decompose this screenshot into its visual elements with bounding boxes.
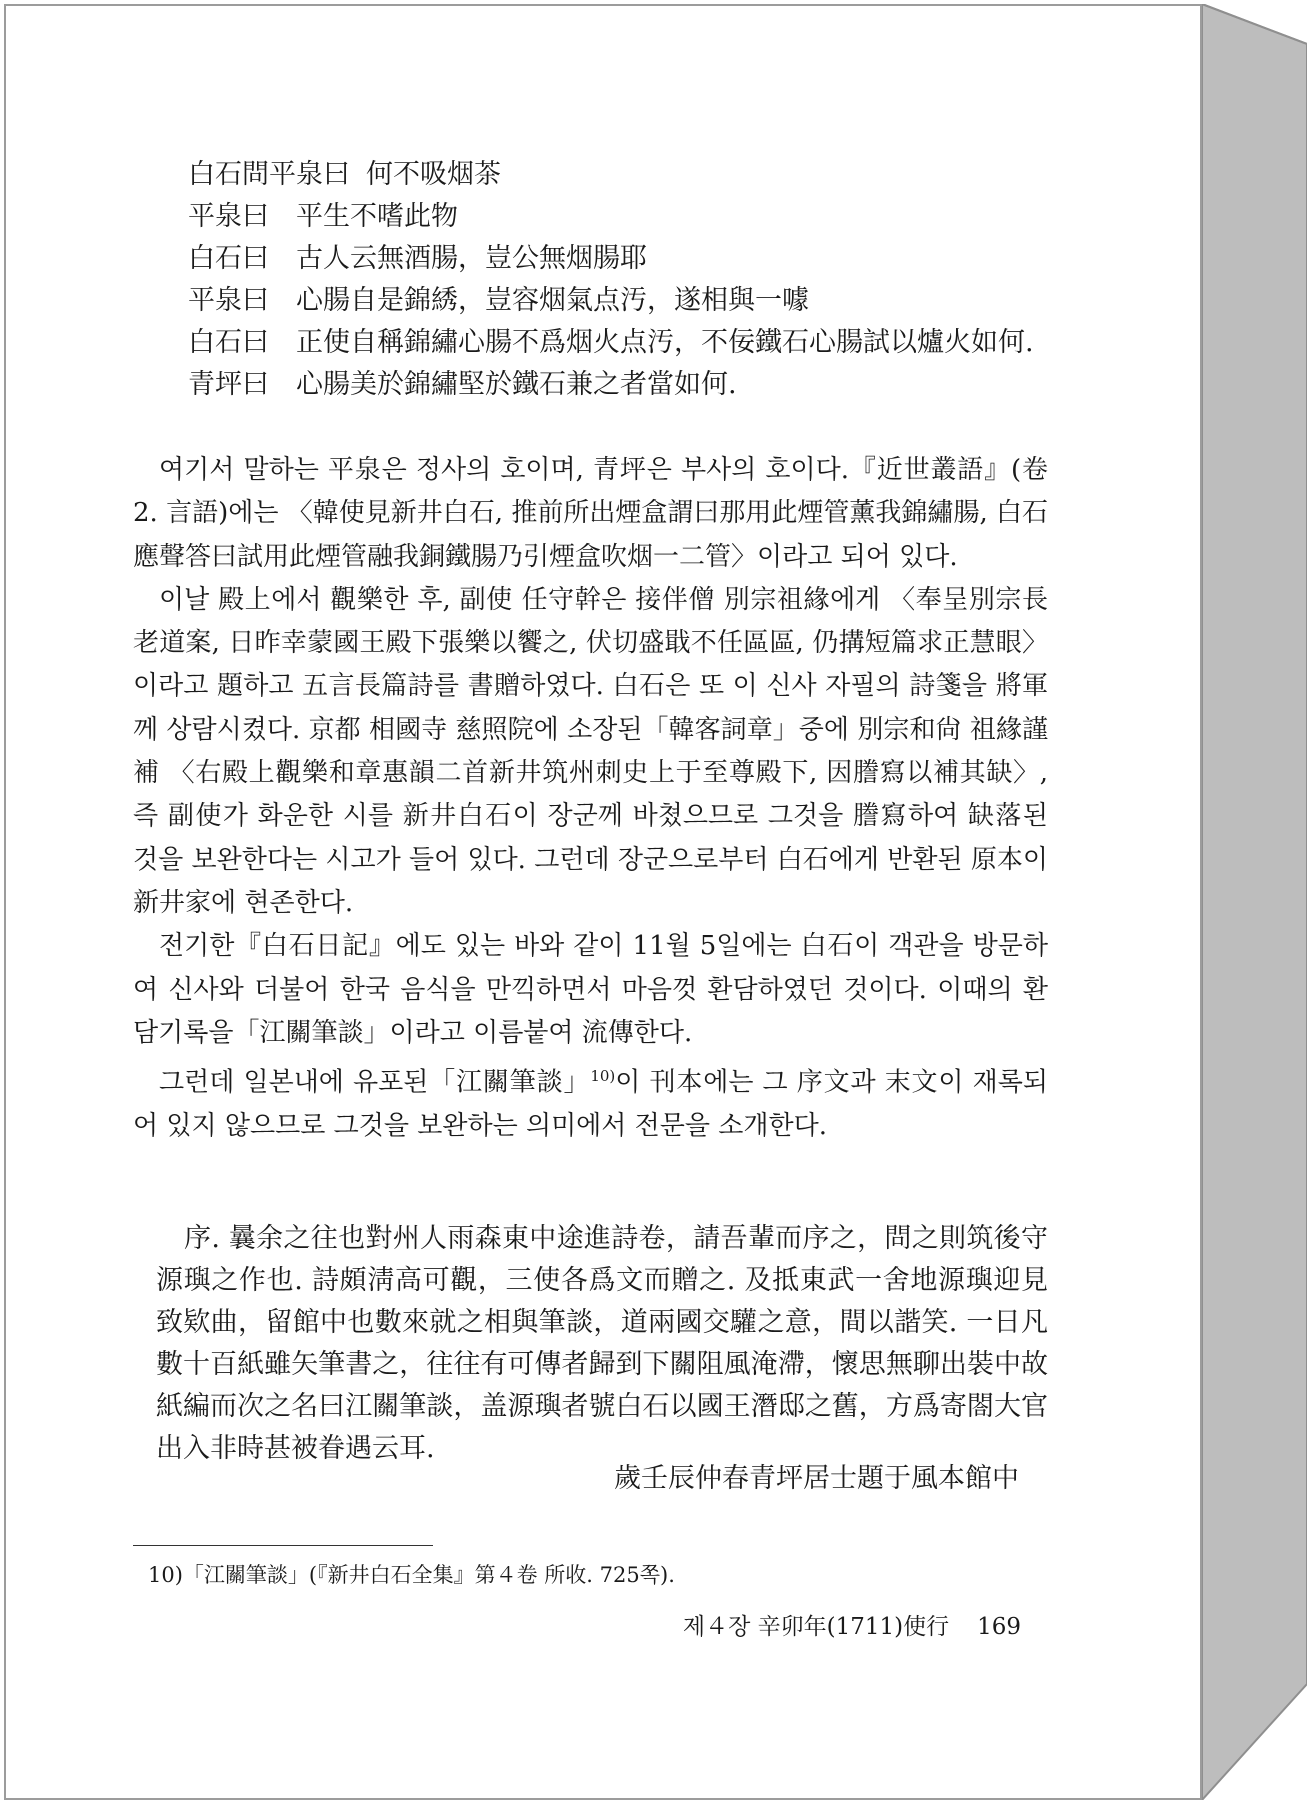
- dialogue-line: [188, 154, 1034, 196]
- dialogue-speaker: 白石曰: [188, 243, 269, 274]
- dialogue-text: 心腸自是錦綉，豈容烟氣点汚，遂相與一噱: [296, 285, 809, 316]
- dialogue-text: 正使自稱錦繡心腸不爲烟火点汚，不佞鐵石心腸試以爐火如何.: [296, 327, 1034, 358]
- running-footer: [683, 1608, 1021, 1641]
- dialogue-speaker: 青坪曰: [188, 369, 269, 400]
- dialogue-text: 何不吸烟茶: [366, 159, 501, 190]
- preface-block: [156, 1218, 1048, 1470]
- footnote-marker: 10): [590, 1067, 616, 1086]
- body-text: [133, 449, 1048, 1148]
- paragraph-text: 이 刊本에는 그 序文과 末文이 재록되어 있지 않으므로 그것을 보완하는 의미에서 전문을 소개한다.: [133, 1067, 1048, 1142]
- dialogue-text: 古人云無酒腸，豈公無烟腸耶: [296, 243, 647, 274]
- preface-signature: 歲壬辰仲春青坪居士題于風本館中: [614, 1463, 1019, 1494]
- dialogue-speaker: 白石曰: [188, 327, 269, 358]
- dialogue-line: [188, 322, 1034, 364]
- paragraph: 여기서 말하는 平泉은 정사의 호이며, 青坪은 부사의 호이다.『近世叢語』(卷 2. 言語)에는 〈韓使見新井白石, 推前所出煙盒謂曰那用此煙管薰我錦繡腸, 白石應聲答曰試用此煙管融我銅鐵腸乃引煙盒吹烟一二管〉이라고 되어 있다.: [133, 455, 1048, 572]
- dialogue-speaker: 平泉曰: [188, 285, 269, 316]
- paragraph: 전기한『白石日記』에도 있는 바와 같이 11월 5일에는 白石이 객관을 방문하여 신사와 더불어 한국 음식을 만끽하면서 마음껏 환담하였던 것이다. 이때의 환담기록을「江關筆談」이라고 이름붙여 流傳한다.: [133, 931, 1048, 1048]
- page-number: 169: [977, 1614, 1021, 1640]
- dialogue-line: [188, 364, 1034, 406]
- dialogue-speaker: 平泉曰: [188, 201, 269, 232]
- dialogue-text: 平生不嗜此物: [296, 201, 458, 232]
- dialogue-speaker: 白石問平泉曰: [188, 159, 350, 190]
- dialogue-line: [188, 238, 1034, 280]
- preface-text: 序. 曩余之往也對州人雨森東中途進詩卷，請吾輩而序之，問之則筑後守源璵之作也. 詩頗淸高可觀，三使各爲文而贈之. 及抵東武一舍地源璵迎見致欵曲，留館中也數來就之相與筆談，道兩國交驩之意，間以諧笑. 一日凡數十百紙雖矢筆書之，往往有可傳者歸到下關阻風淹滯，懷思無聊出裝中故紙編而次之名曰江關筆談，盖源璵者號白石以國王潛邸之舊，方爲寄閤大官出入非時甚被眷遇云耳.: [156, 1223, 1048, 1464]
- running-title: 제４장 辛卯年(1711)使行: [682, 1614, 950, 1640]
- paragraph: 이날 殿上에서 觀樂한 후, 副使 任守幹은 接伴僧 別宗祖緣에게 〈奉呈別宗長老道案, 日昨幸蒙國王殿下張樂以饗之, 伏切盛戢不任區區, 仍搆短篇求正慧眼〉이라고 題하고 五言長篇詩를 書贈하였다. 白石은 또 이 신사 자필의 詩箋을 將軍께 상람시켰다. 京都 相國寺 慈照院에 소장된「韓客詞章」중에 別宗和尙 祖緣謹補 〈右殿上觀樂和章惠韻二首新井筑州刺史上于至尊殿下, 因謄寫以補其缺〉, 즉 副使가 화운한 시를 新井白石이 장군께 바쳤으므로 그것을 謄寫하여 缺落된 것을 보완한다는 시고가 들어 있다. 그런데 장군으로부터 白石에게 반환된 原本이 新井家에 현존한다.: [133, 584, 1049, 918]
- paragraph: [133, 1055, 1048, 1148]
- dialogue-line: [188, 280, 1034, 322]
- dialogue-line: [188, 196, 1034, 238]
- dialogue-block: [188, 154, 1034, 406]
- footnote-divider: [133, 1545, 433, 1546]
- book-spine-edge: [1202, 4, 1307, 1800]
- dialogue-text: 心腸美於錦繡堅於鐵石兼之者當如何.: [296, 369, 737, 400]
- paragraph-text: 그런데 일본내에 유포된「江關筆談」: [159, 1067, 591, 1098]
- footnote: 10)「江關筆談」(『新井白石全集』第４卷 所收. 725쪽).: [148, 1563, 675, 1587]
